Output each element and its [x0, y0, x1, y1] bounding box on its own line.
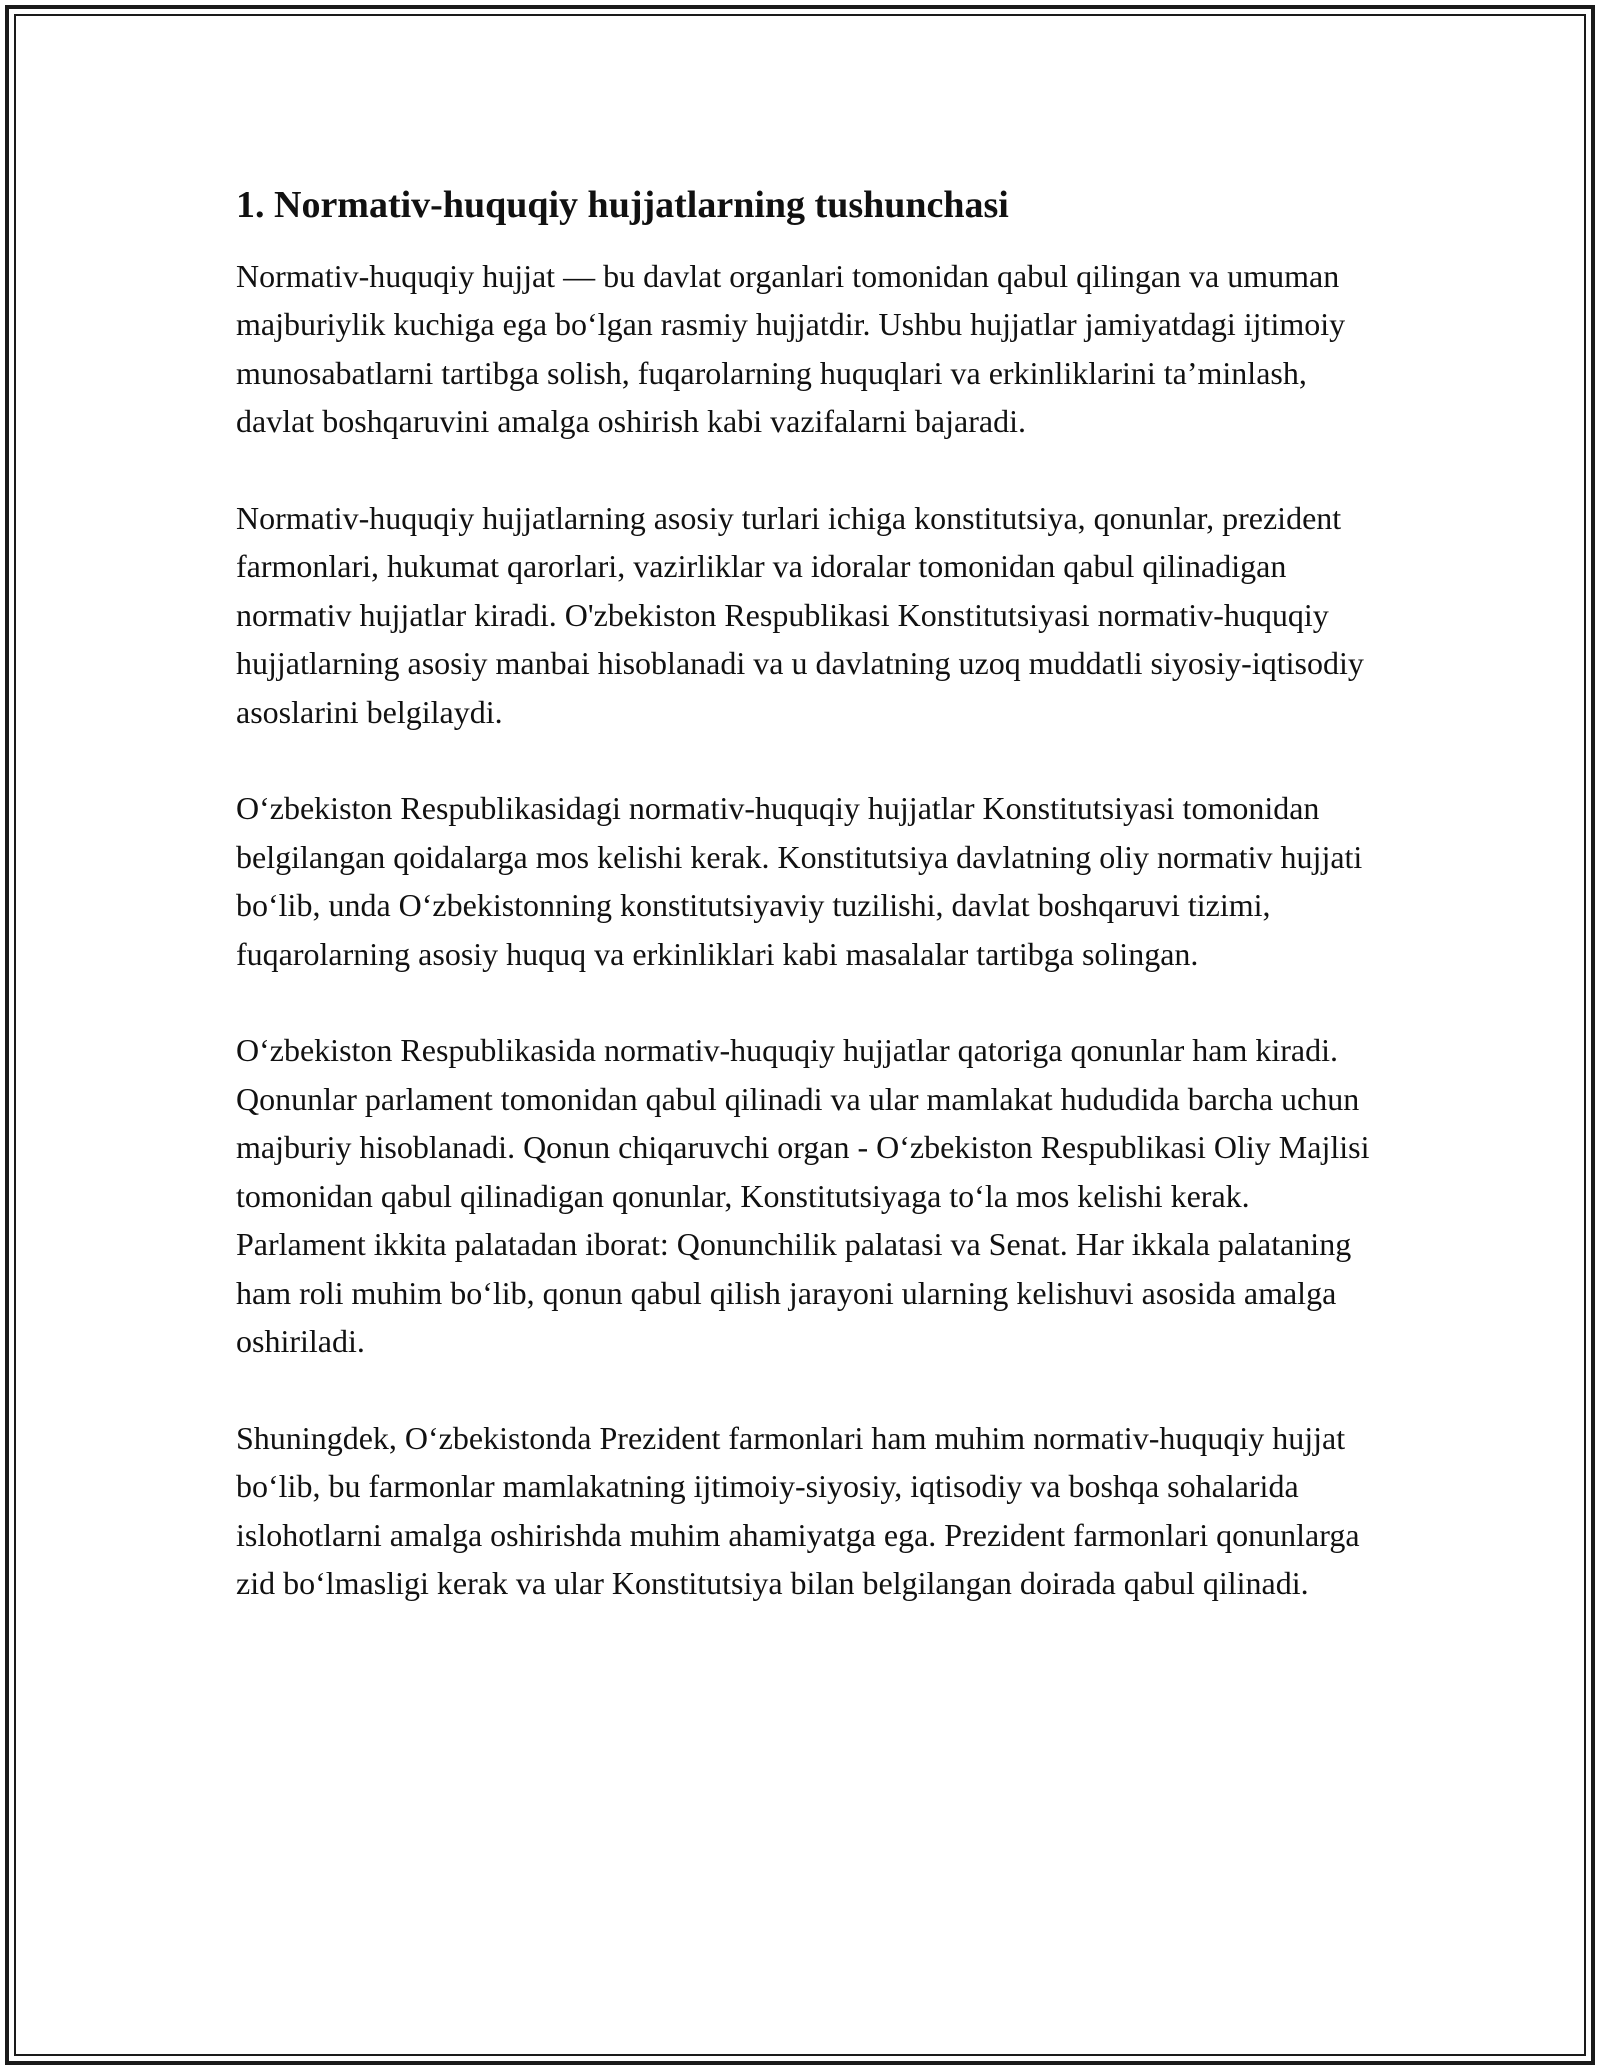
paragraph-3: O‘zbekiston Respublikasidagi normativ-huquqiy hujjatlar Konstitutsiyasi tomonidan belgilangan qoidalarga mos kelishi kerak. Konstitutsiya davlatning oliy normativ hujjati bo‘lib, unda O‘zbekistonning konstitutsiyaviy tuzilishi, davlat boshqaruvi tizimi, fuqarolarning asosiy huquq va erkinliklari kabi masalalar tartibga solingan. [236, 790, 1363, 972]
paragraph-5: Shuningdek, O‘zbekistonda Prezident farmonlari ham muhim normativ-huquqiy hujjat bo‘lib, bu farmonlar mamlakatning ijtimoiy-siyosiy, iqtisodiy va boshqa sohalarida islohotlarni amalga oshirishda muhim ahamiyatga ega. Prezident farmonlari qonunlarga zid bo‘lmasligi kerak va ular Konstitutsiya bilan belgilangan doirada qabul qilinadi. [236, 1419, 1360, 1601]
paragraph-1: Normativ-huquqiy hujjat — bu davlat organlari tomonidan qabul qilingan va umuman majburiylik kuchiga ega bo‘lgan rasmiy hujjatdir. Ushbu hujjatlar jamiyatdagi ijtimoiy munosabatlarni tartibga solish, fuqarolarning huquqlari va erkinliklarini ta’minlash, davlat boshqaruvini amalga oshirish kabi vazifalarni bajaradi. [236, 257, 1346, 439]
paragraph-4: O‘zbekiston Respublikasida normativ-huquqiy hujjatlar qatoriga qonunlar ham kiradi. Qonunlar parlament tomonidan qabul qilinadi va ular mamlakat hududida barcha uchun majburiy hisoblanadi. Qonun chiqaruvchi organ - O‘zbekiston Respublikasi Oliy Majlisi tomonidan qabul qilinadigan qonunlar, Konstitutsiyaga to‘la mos kelishi kerak. Parlament ikkita palatadan iborat: Qonunchilik palatasi va Senat. Har ikkala palataning ham roli muhim bo‘lib, qonun qabul qilish jarayoni ularning kelishuvi asosida amalga oshiriladi. [236, 1032, 1370, 1359]
section-heading: 1. Normativ-huquqiy hujjatlarning tushunchasi [236, 184, 1009, 226]
document-body [236, 182, 1376, 1656]
paragraph-2: Normativ-huquqiy hujjatlarning asosiy turlari ichiga konstitutsiya, qonunlar, prezident farmonlari, hukumat qarorlari, vazirliklar va idoralar tomonidan qabul qilinadigan normativ hujjatlar kiradi. O'zbekiston Respublikasi Konstitutsiyasi normativ-huquqiy hujjatlarning asosiy manbai hisoblanadi va u davlatning uzoq muddatli siyosiy-iqtisodiy asoslarini belgilaydi. [236, 499, 1364, 730]
